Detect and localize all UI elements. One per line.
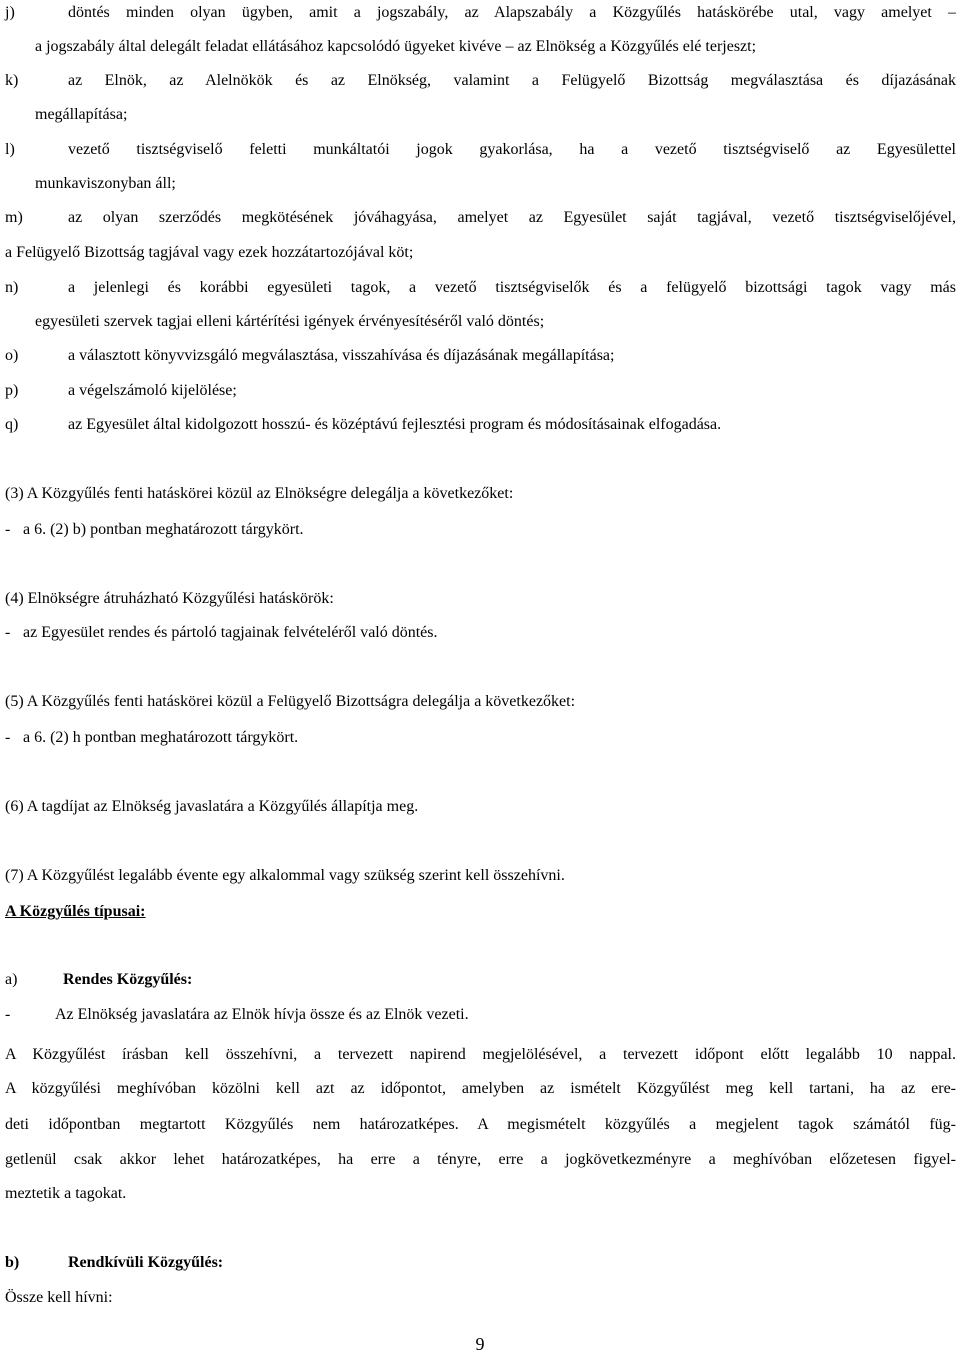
paragraph-6: (6) A tagdíjat az Elnökség javaslatára a Közgyűlés állapítja meg. bbox=[5, 798, 419, 815]
item-continuation: egyesületi szervek tagjai elleni kártérítési igények érvényesítéséről való döntés; bbox=[35, 313, 545, 330]
paragraph-4-bullet bbox=[5, 624, 438, 642]
section-title: Rendkívüli Közgyűlés: bbox=[68, 1254, 224, 1271]
item-text: az olyan szerződés megkötésének jóváhagyása, amelyet az Egyesület saját tagjával, vezető tisztségviselőjével, bbox=[68, 209, 956, 226]
section-heading: A Közgyűlés típusai: bbox=[5, 903, 146, 920]
item-text: az Elnök, az Alelnökök és az Elnökség, valamint a Felügyelő Bizottság megválasztása és díjazásának bbox=[68, 72, 956, 89]
dash-marker: - bbox=[5, 521, 11, 538]
section-a-line: getlenül csak akkor lehet határozatképes, ha erre a tényre, erre a jogkövetkezményre a meghívóban előzetesen figyel- bbox=[5, 1151, 956, 1168]
item-letter: l) bbox=[5, 141, 15, 158]
item-text: az Egyesület által kidolgozott hosszú- és középtávú fejlesztési program és módosításainak elfogadása. bbox=[68, 416, 722, 433]
section-letter: b) bbox=[5, 1254, 20, 1271]
item-letter: q) bbox=[5, 416, 19, 433]
page-number: 9 bbox=[475, 1334, 485, 1354]
item-text: a jelenlegi és korábbi egyesületi tagok, a vezető tisztségviselők és a felügyelő bizottsági tagok vagy más bbox=[68, 279, 956, 296]
section-b-heading bbox=[5, 1254, 224, 1272]
item-letter: n) bbox=[5, 279, 19, 296]
paragraph-3: (3) A Közgyűlés fenti hatáskörei közül az Elnökségre delegálja a következőket: bbox=[5, 485, 514, 502]
item-letter: p) bbox=[5, 382, 19, 399]
item-text: döntés minden olyan ügyben, amit a jogszabály, az Alapszabály a Közgyűlés hatáskörébe utal, vagy amelyet – bbox=[68, 4, 956, 21]
item-letter: o) bbox=[5, 347, 19, 364]
item-text: vezető tisztségviselő feletti munkáltatói jogok gyakorlása, ha a vezető tisztségviselő az Egyesülettel bbox=[68, 141, 956, 158]
item-letter: j) bbox=[5, 4, 15, 21]
item-letter: m) bbox=[5, 209, 23, 226]
section-a-heading bbox=[5, 971, 193, 989]
item-continuation: a jogszabály által delegált feladat ellátásához kapcsolódó ügyeket kivéve – az Elnökség a Közgyűlés elé terjeszt; bbox=[35, 38, 757, 55]
paragraph-4: (4) Elnökségre átruházható Közgyűlési hatáskörök: bbox=[5, 590, 334, 607]
section-a-bullet bbox=[5, 1006, 469, 1024]
item-continuation: megállapítása; bbox=[35, 106, 128, 123]
paragraph-5-bullet bbox=[5, 729, 298, 747]
bullet-text: Az Elnökség javaslatára az Elnök hívja össze és az Elnök vezeti. bbox=[55, 1006, 469, 1023]
item-letter: k) bbox=[5, 72, 19, 89]
dash-marker: - bbox=[5, 1006, 11, 1023]
bullet-text: a 6. (2) h pontban meghatározott tárgykört. bbox=[23, 729, 299, 746]
dash-marker: - bbox=[5, 624, 11, 641]
bullet-text: az Egyesület rendes és pártoló tagjainak felvételéről való döntés. bbox=[23, 624, 438, 641]
item-text: a választott könyvvizsgáló megválasztása, visszahívása és díjazásának megállapítása; bbox=[68, 347, 615, 364]
paragraph-5: (5) A Közgyűlés fenti hatáskörei közül a Felügyelő Bizottságra delegálja a következőket: bbox=[5, 693, 576, 710]
section-letter: a) bbox=[5, 971, 18, 988]
section-a-line: A közgyűlési meghívóban közölni kell azt az időpontot, amelyben az ismételt Közgyűlést meg kell tartani, ha az ere- bbox=[5, 1080, 956, 1097]
paragraph-7: (7) A Közgyűlést legalább évente egy alkalommal vagy szükség szerint kell összehívni. bbox=[5, 867, 565, 884]
section-a-line: A Közgyűlést írásban kell összehívni, a tervezett napirend megjelölésével, a tervezett időpont előtt legalább 10 nappal. bbox=[5, 1046, 956, 1063]
bullet-text: a 6. (2) b) pontban meghatározott tárgykört. bbox=[23, 521, 304, 538]
item-continuation: a Felügyelő Bizottság tagjával vagy ezek hozzátartozójával köt; bbox=[5, 244, 414, 261]
section-b-line: Össze kell hívni: bbox=[5, 1289, 113, 1306]
section-a-line: meztetik a tagokat. bbox=[5, 1185, 127, 1202]
dash-marker: - bbox=[5, 729, 11, 746]
item-text: a végelszámoló kijelölése; bbox=[68, 382, 237, 399]
section-title: Rendes Közgyűlés: bbox=[63, 971, 193, 988]
paragraph-3-bullet bbox=[5, 521, 304, 539]
item-continuation: munkaviszonyban áll; bbox=[35, 175, 176, 192]
section-a-line: deti időpontban megtartott Közgyűlés nem határozatképes. A megismételt közgyűlés a megjelent tagok számától füg- bbox=[5, 1116, 956, 1133]
